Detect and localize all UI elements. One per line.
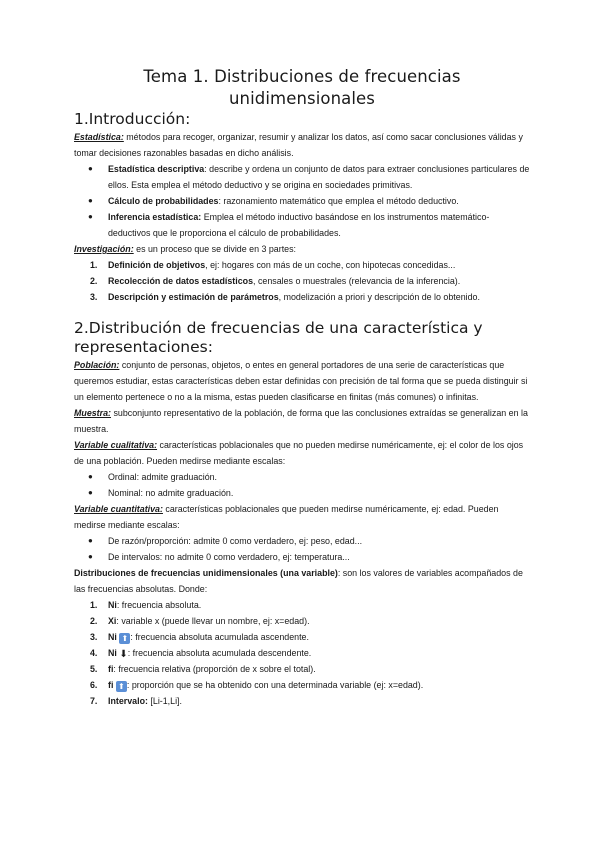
bullet-text: De razón/proporción: admite 0 como verdadero, ej: peso, edad... — [108, 536, 363, 546]
cualitativa-term: Variable cualitativa: — [74, 440, 158, 450]
bullet-bold: Estadística descriptiva — [108, 164, 205, 174]
distribuciones-paragraph — [74, 565, 530, 597]
step-text: , censales o muestrales (relevancia de la inferencia). — [253, 276, 461, 286]
bullet-icon: ● — [88, 196, 93, 205]
item-text: : frecuencia absoluta. — [116, 600, 202, 610]
bullet-text: De intervalos: no admite 0 como verdadero, ej: temperatura... — [108, 552, 350, 562]
item-number: 4. — [90, 648, 98, 658]
section1-heading: 1.Introducción: — [74, 110, 191, 128]
item-bold: Ni — [108, 632, 117, 642]
estadistica-bullets — [74, 161, 530, 241]
list-item — [74, 645, 530, 661]
list-item — [74, 549, 530, 565]
estadistica-term: Estadística: — [74, 132, 124, 142]
item-number: 5. — [90, 664, 98, 674]
investigacion-text: es un proceso que se divide en 3 partes: — [133, 244, 297, 254]
item-bold: Intervalo: — [108, 696, 148, 706]
step-bold: Definición de objetivos — [108, 260, 206, 270]
list-item — [74, 533, 530, 549]
section2-heading: 2.Distribución de frecuencias de una característica y representaciones: — [74, 319, 483, 356]
item-number: 6. — [90, 680, 98, 690]
list-item — [74, 613, 530, 629]
cuantitativa-text: características poblacionales que pueden medirse numéricamente, ej: edad. Pueden medirse mediante escalas: — [74, 504, 499, 530]
item-bold: Ni — [108, 600, 117, 610]
step-bold: Recolección de datos estadísticos — [108, 276, 254, 286]
item-text: [Li-1,Li]. — [147, 696, 182, 706]
item-bold: Ni — [108, 648, 117, 658]
list-item — [74, 693, 530, 709]
list-item — [74, 209, 530, 241]
step-number: 1. — [90, 260, 98, 270]
cuantitativa-term: Variable cuantitativa: — [74, 504, 163, 514]
down-arrow-icon: ⬇ — [119, 649, 128, 660]
item-number: 2. — [90, 616, 98, 626]
item-number: 7. — [90, 696, 98, 706]
step-text: , ej: hogares con más de un coche, con hipotecas concedidas... — [205, 260, 456, 270]
poblacion-text: conjunto de personas, objetos, o entes en general portadores de una serie de características que queremos estudiar, estas características deben estar definidas con precisión de tal forma que se pueda distinguir si un elemento pertenece o no a la misma, estas pueden clasificarse en finitas (más comunes) o infinitas. — [74, 360, 528, 402]
item-text: : frecuencia relativa (proporción de x sobre el total). — [113, 664, 316, 674]
list-item — [74, 597, 530, 613]
distribuciones-text: : son los valores de variables acompañados de las frecuencias absolutas. Donde: — [74, 568, 523, 594]
bullet-bold: Inferencia estadística: — [108, 212, 202, 222]
item-number: 3. — [90, 632, 98, 642]
list-item — [74, 629, 530, 645]
bullet-text: : describe y ordena un conjunto de datos para extraer conclusiones particulares de ellos. Esta emplea el método deductivo y se origina en sociedades primitivas. — [108, 164, 530, 190]
item-bold: fi — [108, 680, 114, 690]
item-text: : variable x (puede llevar un nombre, ej: x=edad). — [116, 616, 310, 626]
document-title: Tema 1. Distribuciones de frecuencias unidimensionales — [143, 67, 461, 108]
bullet-icon: ● — [88, 488, 93, 497]
poblacion-term: Población: — [74, 360, 120, 370]
bullet-icon: ● — [88, 472, 93, 481]
item-number: 1. — [90, 600, 98, 610]
list-item — [74, 289, 530, 305]
bullet-text: Nominal: no admite graduación. — [108, 488, 234, 498]
list-item — [74, 273, 530, 289]
estadistica-paragraph — [74, 129, 530, 161]
frequency-list — [74, 597, 530, 709]
cualitativa-bullets — [74, 469, 530, 501]
distribuciones-bold: Distribuciones de frecuencias unidimensionales (una variable) — [74, 568, 338, 578]
step-text: , modelización a priori y descripción de lo obtenido. — [278, 292, 480, 302]
item-bold: Xi — [108, 616, 117, 626]
bullet-text: Emplea el método inductivo basándose en los instrumentos matemático-deductivos que le proporciona el cálculo de probabilidades. — [108, 212, 490, 238]
bullet-text: : razonamiento matemático que emplea el método deductivo. — [218, 196, 459, 206]
bullet-icon: ● — [88, 536, 93, 545]
item-text: : proporción que se ha obtenido con una determinada variable (ej: x=edad). — [126, 680, 424, 690]
step-number: 3. — [90, 292, 98, 302]
item-text: : frecuencia absoluta acumulada descendente. — [127, 648, 312, 658]
item-bold: fi — [108, 664, 114, 674]
investigacion-paragraph — [74, 241, 530, 257]
cuantitativa-paragraph — [74, 501, 530, 533]
up-arrow-icon: ⬆ — [116, 681, 127, 692]
bullet-text: Ordinal: admite graduación. — [108, 472, 218, 482]
cualitativa-text: características poblacionales que no pueden medirse numéricamente, ej: el color de los ojos de una población. Pueden medirse mediante escalas: — [74, 440, 524, 466]
list-item — [74, 193, 530, 209]
bullet-bold: Cálculo de probabilidades — [108, 196, 219, 206]
up-arrow-icon: ⬆ — [119, 633, 130, 644]
list-item — [74, 677, 530, 693]
investigacion-steps — [74, 257, 530, 305]
list-item — [74, 161, 530, 193]
cuantitativa-bullets — [74, 533, 530, 565]
bullet-icon: ● — [88, 164, 93, 173]
list-item — [74, 485, 530, 501]
muestra-text: subconjunto representativo de la población, de forma que las conclusiones extraídas se generalizan en la muestra. — [74, 408, 528, 434]
bullet-icon: ● — [88, 552, 93, 561]
poblacion-paragraph — [74, 357, 530, 405]
cualitativa-paragraph — [74, 437, 530, 469]
investigacion-term: Investigación: — [74, 244, 134, 254]
muestra-term: Muestra: — [74, 408, 111, 418]
step-number: 2. — [90, 276, 98, 286]
bullet-icon: ● — [88, 212, 93, 221]
estadistica-text: métodos para recoger, organizar, resumir y analizar los datos, así como sacar conclusiones válidas y tomar decisiones razonables basadas en dicho análisis. — [74, 132, 523, 158]
list-item — [74, 661, 530, 677]
list-item — [74, 469, 530, 485]
list-item — [74, 257, 530, 273]
item-text: : frecuencia absoluta acumulada ascendente. — [130, 632, 309, 642]
step-bold: Descripción y estimación de parámetros — [108, 292, 279, 302]
muestra-paragraph — [74, 405, 530, 437]
